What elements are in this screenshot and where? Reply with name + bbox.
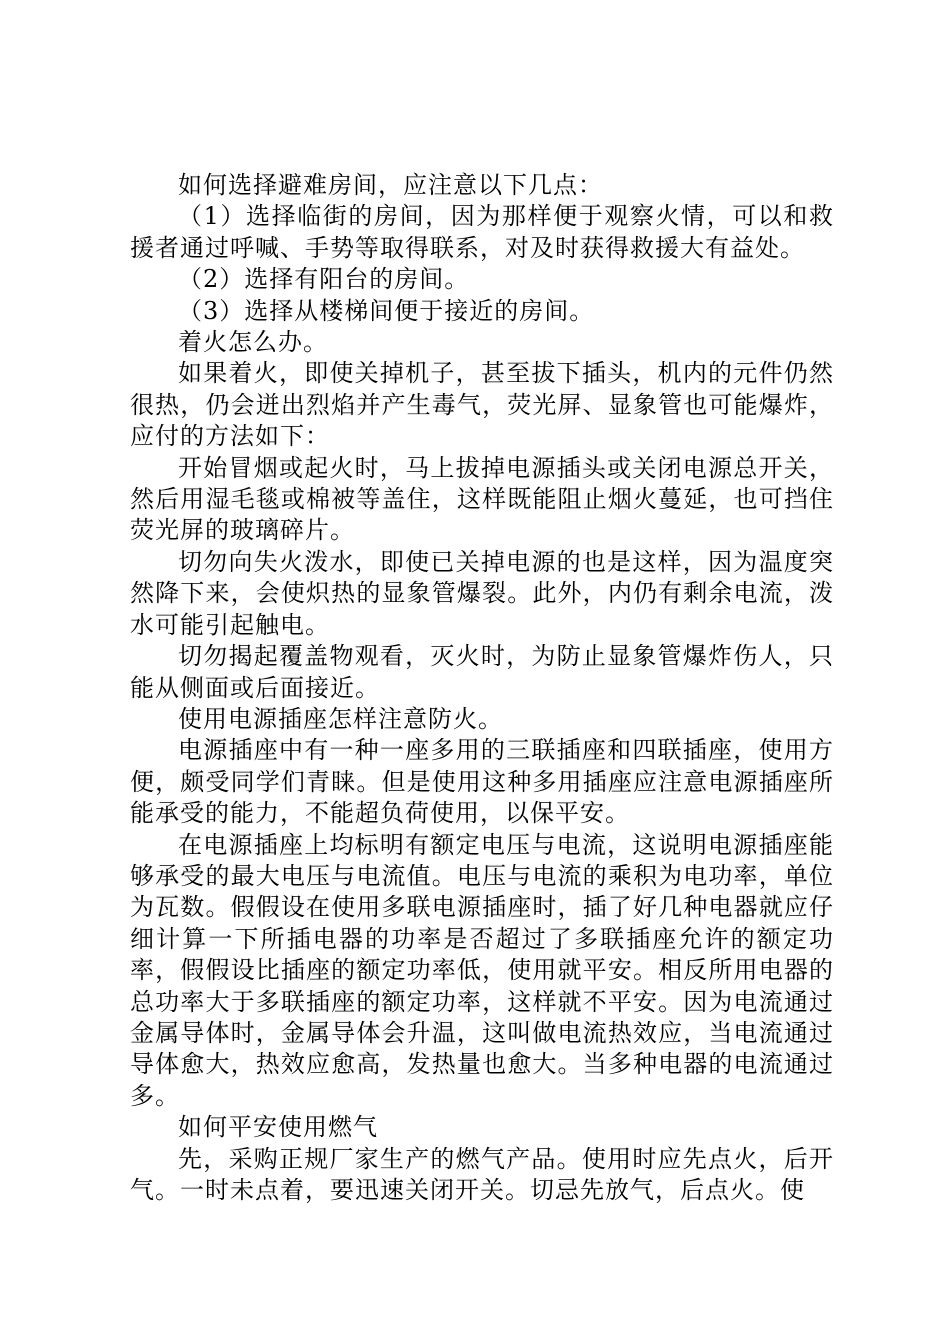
paragraph-stairwell-room: （3）选择从楼梯间便于接近的房间。 bbox=[178, 296, 595, 325]
paragraph-socket-rating: 在电源插座上均标明有额定电压与电流，这说明电源插座能够承受的最大电压与电流值。电压与电流的乘积为电功率，单位为瓦数。假假设在使用多联电源插座时，插了好几种电器就应仔细计算一下所插电器的功率是否超过了多联插座允许的额定功率，假假设比插座的额定功率低，使用就平安。相反所用电器的总功率大于多联插座的额定功率，这样就不平安。因为电流通过金属导体时，金属导体会升温，这叫做电流热效应，当电流通过导体愈大，热效应愈高，发热量也愈大。当多种电器的电流通过多。 bbox=[130, 830, 834, 1110]
paragraph-no-uncover: 切勿揭起覆盖物观看，灭火时，为防止显象管爆炸伤人，只能从侧面或后面接近。 bbox=[130, 642, 834, 702]
paragraph-gas-heading: 如何平安使用燃气 bbox=[178, 1113, 378, 1142]
paragraph-fire-heading: 着火怎么办。 bbox=[178, 328, 328, 357]
paragraph-gas-usage: 先，采购正规厂家生产的燃气产品。使用时应先点火，后开气。一时未点着，要迅速关闭开关。切忌先放气，后点火。使 bbox=[130, 1144, 834, 1204]
paragraph-fire-intro: 如果着火，即使关掉机子，甚至拔下插头，机内的元件仍然很热，仍会迸出烈焰并产生毒气，荧光屏、显象管也可能爆炸，应付的方法如下： bbox=[130, 359, 834, 451]
paragraph-shelter-room-heading: 如何选择避难房间，应注意以下几点： bbox=[178, 171, 603, 199]
paragraph-socket-heading: 使用电源插座怎样注意防火。 bbox=[178, 704, 503, 733]
paragraph-no-water: 切勿向失火泼水，即使已关掉电源的也是这样，因为温度突然降下来，会使炽热的显象管爆裂。此外，内仍有剩余电流，泼水可能引起触电。 bbox=[130, 547, 834, 639]
paragraph-balcony-room: （2）选择有阳台的房间。 bbox=[178, 265, 470, 294]
paragraph-socket-intro: 电源插座中有一种一座多用的三联插座和四联插座，使用方便，颇受同学们青睐。但是使用这种多用插座应注意电源插座所能承受的能力，不能超负荷使用，以保平安。 bbox=[130, 736, 834, 828]
paragraph-street-room: （1）选择临街的房间，因为那样便于观察火情，可以和救援者通过呼喊、手势等取得联系，对及时获得救援大有益处。 bbox=[130, 202, 834, 262]
paragraph-smoke-action: 开始冒烟或起火时，马上拔掉电源插头或关闭电源总开关，然后用湿毛毯或棉被等盖住，这样既能阻止烟火蔓延，也可挡住荧光屏的玻璃碎片。 bbox=[130, 453, 834, 545]
document-body bbox=[130, 170, 834, 1206]
